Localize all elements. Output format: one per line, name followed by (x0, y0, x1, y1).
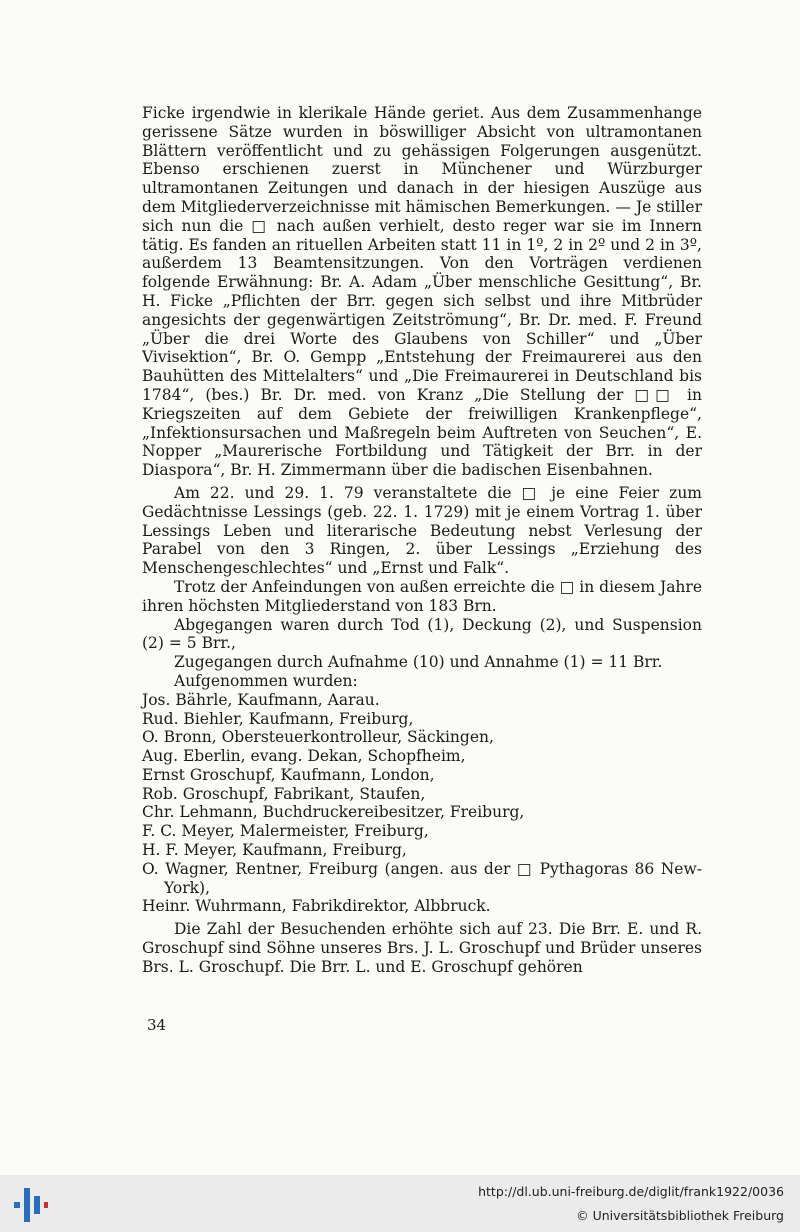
paragraph-3: Trotz der Anfeindungen von außen erreichte die □ in diesem Jahre ihren höchsten Mitgliederstand von 183 Brn. (142, 577, 702, 615)
member-entry: O. Bronn, Obersteuerkontrolleur, Säckingen, (142, 728, 494, 747)
page-number: 34 (147, 1016, 167, 1034)
paragraph-5: Zugegangen durch Aufnahme (10) und Annahme (1) = 11 Brr. (174, 653, 663, 672)
members-heading: Aufgenommen wurden: (174, 671, 358, 690)
member-entry: Heinr. Wuhrmann, Fabrikdirektor, Albbruck. (142, 897, 491, 916)
member-entry: Jos. Bährle, Kaufmann, Aarau. (142, 690, 380, 709)
paragraph-2: Am 22. und 29. 1. 79 veranstaltete die □ je eine Feier zum Gedächtnisse Lessings (geb. 22. 1. 1729) mit je einem Vortrag 1. über Lessings Leben und literarische Bedeutung nebst Verlesung der Parabel von den 3 Ringen, 2. über Lessings „Erziehung des Menschengeschlechtes“ und „Ernst und Falk“. (142, 483, 702, 578)
member-entry: Rob. Groschupf, Fabrikant, Staufen, (142, 784, 426, 803)
member-entry: F. C. Meyer, Malermeister, Freiburg, (142, 822, 429, 841)
paragraph-4: Abgegangen waren durch Tod (1), Deckung (2), und Suspension (2) = 5 Brr., (142, 615, 702, 653)
member-entry: H. F. Meyer, Kaufmann, Freiburg, (142, 841, 407, 860)
permalink-url[interactable]: http://dl.ub.uni-freiburg.de/diglit/frank1922/0036 (478, 1184, 784, 1199)
viewer-footer (0, 1175, 800, 1232)
closing-paragraph: Die Zahl der Besuchenden erhöhte sich auf 23. Die Brr. E. und R. Groschupf sind Söhne unseres Brs. J. L. Groschupf und Brüder unseres Brs. L. Groschupf. Die Brr. L. und E. Groschupf gehören (142, 920, 702, 976)
member-entry: Aug. Eberlin, evang. Dekan, Schopfheim, (142, 747, 466, 766)
member-entry: O. Wagner, Rentner, Freiburg (angen. aus der □ Pythagoras 86 New-York), (142, 859, 702, 897)
member-entry: Chr. Lehmann, Buchdruckereibesitzer, Freiburg, (142, 803, 525, 822)
copyright-notice: © Universitätsbibliothek Freiburg (576, 1208, 784, 1223)
body-text (142, 104, 702, 977)
member-entry: Ernst Groschupf, Kaufmann, London, (142, 765, 435, 784)
member-entry: Rud. Biehler, Kaufmann, Freiburg, (142, 709, 414, 728)
ub-freiburg-logo-icon[interactable] (14, 1185, 48, 1225)
paragraph-1: Ficke irgendwie in klerikale Hände geriet. Aus dem Zusammenhange gerissene Sätze wurden in böswilliger Absicht von ultramontanen Blättern veröffentlicht und zu gehässigen Folgerungen ausgenützt. Ebenso erschienen zuerst in Münchener und Würzburger ultramontanen Zeitungen und danach in der hiesigen Auszüge aus dem Mitgliederverzeichnisse mit hämischen Bemerkungen. — Je stiller sich nun die □ nach außen verhielt, desto reger war sie im Innern tätig. Es fanden an rituellen Arbeiten statt 11 in 1º, 2 in 2º und 2 in 3º, außerdem 13 Beamtensitzungen. Von den Vorträgen verdienen folgende Erwähnung: Br. A. Adam „Über menschliche Gesittung“, Br. H. Ficke „Pflichten der Brr. gegen sich selbst und ihre Mitbrüder angesichts der gegenwärtigen Zeitströmung“, Br. Dr. med. F. Freund „Über die drei Worte des Glaubens von Schiller“ und „Über Vivisektion“, Br. O. Gempp „Entstehung der Freimaurerei aus den Bauhütten des Mittelalters“ und „Die Freimaurerei in Deutschland bis 1784“, (bes.) Br. Dr. med. von Kranz „Die Stellung der □□ in Kriegszeiten auf dem Gebiete der freiwilligen Krankenpflege“, „Infektionsursachen und Maßregeln beim Auftreten von Seuchen“, E. Nopper „Maurerische Fortbildung und Tätigkeit der Brr. in der Diaspora“, Br. H. Zimmermann über die badischen Eisenbahnen. (142, 104, 702, 480)
